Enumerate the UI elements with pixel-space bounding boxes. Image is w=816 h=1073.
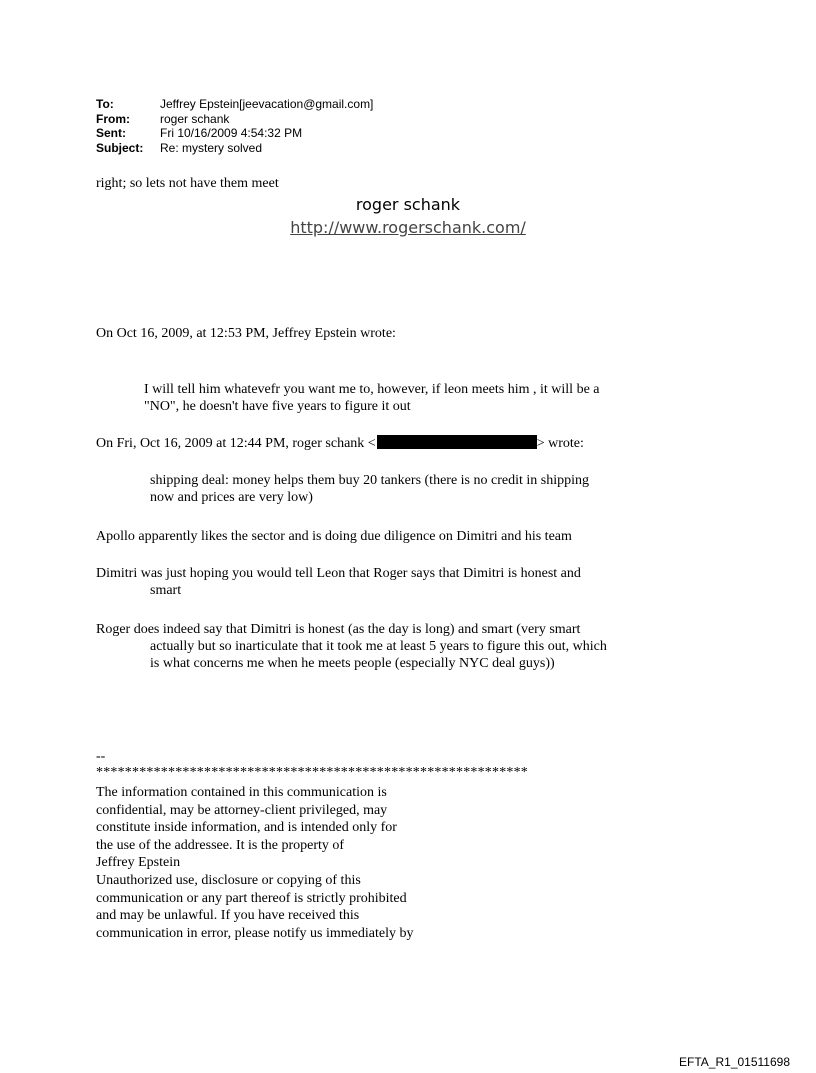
signature-dashes: -- [96,749,106,764]
quote1-line1: I will tell him whatevefr you want me to, however, if leon meets him , it will be a [144,382,600,397]
sent-label: Sent: [96,126,126,140]
disclaimer-line: Jeffrey Epstein [96,855,181,871]
apollo-line: Apollo apparently likes the sector and is doing due diligence on Dimitri and his team [96,529,572,544]
document-id: EFTA_R1_01511698 [679,1055,790,1069]
quote2-prefix: On Fri, Oct 16, 2009 at 12:44 PM, roger schank < [96,436,376,451]
quote1-line2: "NO", he doesn't have five years to figure it out [144,399,411,414]
subject-label: Subject: [96,140,144,155]
disclaimer-line: The information contained in this communication is [96,785,387,800]
from-value: roger schank [160,111,230,126]
redaction-block [377,435,537,449]
email-header [96,97,373,155]
disclaimer-line: communication or any part thereof is strictly prohibited [96,890,407,906]
disclaimer-line: and may be unlawful. If you have received this [96,908,360,924]
to-label: To: [96,97,114,111]
disclaimer-line: confidential, may be attorney-client privileged, may [96,802,388,818]
signature-name: roger schank [355,195,461,214]
disclaimer-line: the use of the addressee. It is the property of [96,837,345,853]
from-label: From: [96,111,130,126]
separator-stars: ************************************************************ [96,765,528,780]
disclaimer-line: Unauthorized use, disclosure or copying of this [96,872,361,888]
shipping-line1: shipping deal: money helps them buy 20 tankers (there is no credit in shipping [150,473,589,488]
quote2-suffix: > wrote: [536,436,584,451]
subject-value: Re: mystery solved [160,140,263,155]
signature-url-link[interactable]: http://www.rogerschank.com/ [290,218,526,237]
dimitri-line1: Dimitri was just hoping you would tell Leon that Roger says that Dimitri is honest and [96,566,581,581]
disclaimer-line: constitute inside information, and is intended only for [96,820,397,836]
to-row [96,97,373,112]
reply-line: right; so lets not have them meet [96,176,279,191]
dimitri-line2: smart [150,583,182,598]
shipping-line2: now and prices are very low) [150,490,313,505]
to-value: Jeffrey Epstein[jeevacation@gmail.com] [160,97,374,111]
confidentiality-disclaimer [96,784,413,942]
disclaimer-line: communication in error, please notify us immediately by [96,925,414,941]
roger-line1: Roger does indeed say that Dimitri is honest (as the day is long) and smart (very smart [96,622,581,637]
roger-line2: actually but so inarticulate that it took me at least 5 years to figure this out, which [150,639,607,654]
roger-line3: is what concerns me when he meets people (especially NYC deal guys)) [150,656,555,671]
sent-row [96,126,373,141]
quote1-header: On Oct 16, 2009, at 12:53 PM, Jeffrey Epstein wrote: [96,326,396,341]
sent-value: Fri 10/16/2009 4:54:32 PM [160,126,303,140]
quote2-header [96,435,584,452]
from-row [96,112,373,127]
subject-row [96,141,373,156]
